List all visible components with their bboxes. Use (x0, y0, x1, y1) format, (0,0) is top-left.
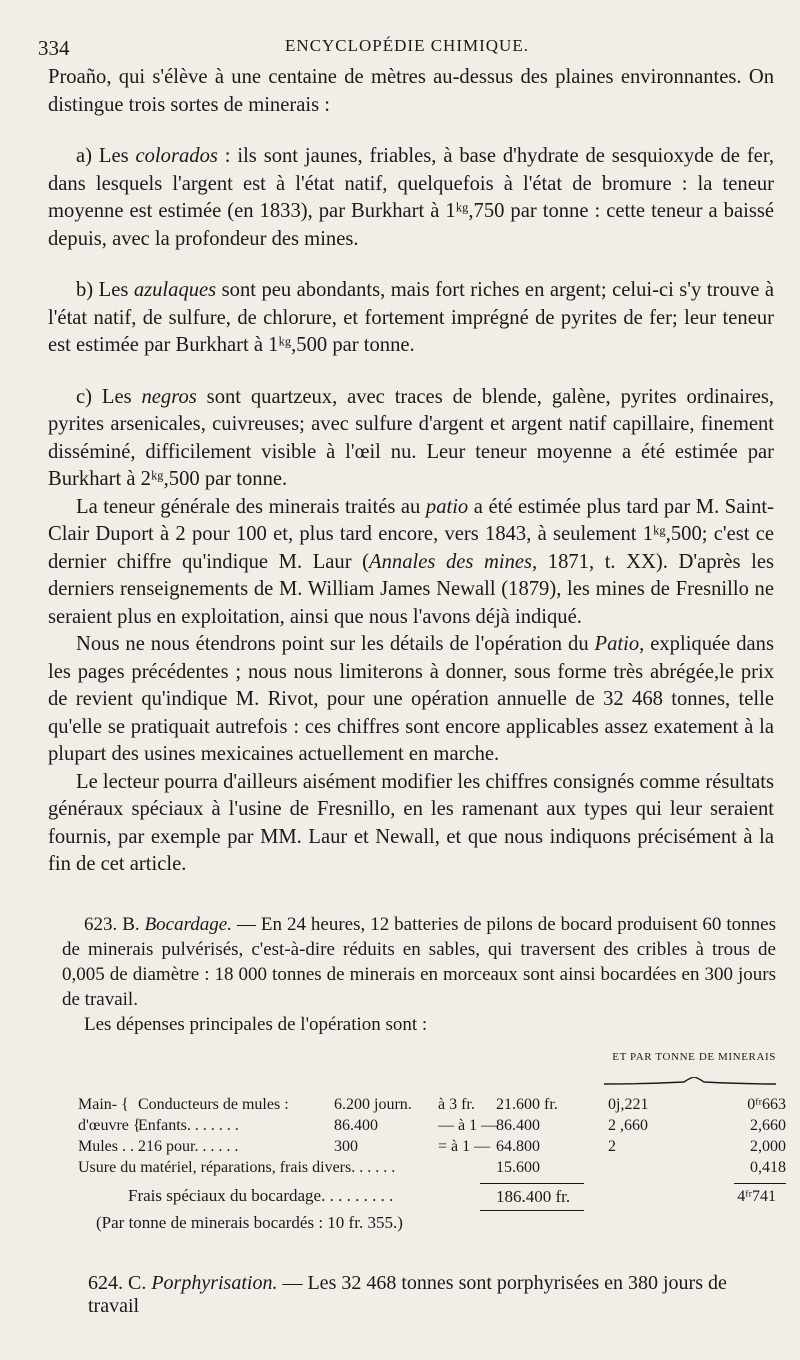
section-623-intro: Les dépenses principales de l'opération sont : (84, 1014, 428, 1035)
total-per-ton: 4ᶠʳ741 (737, 1188, 776, 1205)
cost-table (78, 1096, 786, 1180)
table-column-header: ET PAR TONNE DE MINERAIS (612, 1051, 776, 1063)
row-label: Usure du matériel, réparations, frais divers. . . . . . (78, 1159, 396, 1176)
section-624 (88, 1272, 776, 1318)
table-row (78, 1138, 786, 1159)
total-value: 186.400 fr. (496, 1187, 571, 1206)
text-run: : ils sont jaunes, friables, à base d'hydrate de sesquioxyde de fer, dans lesquels l'argent est à l'état natif, quelquefois à l'état de bromure : la teneur moyenne est estimée (en 1833), par Burkhart à 1ᵏᵍ,750 par tonne : cette teneur a baissé depuis, avec la profondeur des mines. (48, 145, 774, 250)
row-total: 21.600 fr. (496, 1096, 558, 1113)
brace-icon (604, 1077, 776, 1085)
text-run: a été estimée plus tard par M. Saint-Clair Duport à 2 pour 100 et, plus tard encore, vers 1843, à seulement 1ᵏᵍ,500; c'est ce dernier chiffre qu'indique M. Laur ( (48, 495, 774, 573)
running-title: ENCYCLOPÉDIE CHIMIQUE. (285, 36, 529, 55)
paragraph-lecteur: Le lecteur pourra d'ailleurs aisément modifier les chiffres consignés comme résultats généraux spéciaux à l'usine de Fresnillo, en les ramenant aux types qui leur seraient fournis, par exemple par MM. Laur et Newall, et que nous indiquons précisément à la fin de cet article. (48, 770, 774, 875)
row-group-label: Mules . . (78, 1138, 134, 1155)
row-per-ton: 0,418 (750, 1159, 786, 1176)
row-quantity: 6.200 journ. (334, 1096, 412, 1113)
table-row (78, 1117, 786, 1138)
paragraph-intro: Proaño, qui s'élève à une centaine de mètres au-dessus des plaines environnantes. On distingue trois sortes de minerais : (48, 66, 774, 116)
row-total: 86.400 (496, 1117, 540, 1134)
row-rate: = à 1 — (438, 1138, 491, 1155)
table-row (78, 1096, 786, 1117)
paragraph-azulaques (48, 277, 774, 360)
text-run: a) Les (76, 145, 136, 167)
row-per-ton: 2,000 (750, 1138, 786, 1155)
paragraph-patio (48, 631, 774, 769)
paragraph-colorados (48, 143, 774, 253)
section-title: Bocardage. (144, 914, 232, 935)
section-title: Porphyrisation. (151, 1272, 278, 1294)
row-total: 64.800 (496, 1138, 540, 1155)
row-group-label: d'œuvre { (78, 1117, 141, 1134)
row-label: 216 pour. . . . . . (138, 1138, 239, 1155)
row-per-ton: 2,660 (750, 1117, 786, 1134)
text-run: sont quartzeux, avec traces de blende, galène, pyrites ordinaires, pyrites arsenicales, cuivreuses; avec sulfure d'argent et argent natif capillaire, finement disséminé, difficilement visible à l'œil nu. Leur teneur moyenne a été estimée par Burkhart à 2ᵏᵍ,500 par tonne. (48, 385, 774, 490)
section-623-text (62, 912, 776, 1012)
total-underline (480, 1210, 584, 1211)
table-note: (Par tonne de minerais bocardés : 10 fr. 355.) (96, 1213, 403, 1232)
sum-rule (480, 1183, 584, 1184)
term-azulaques: azulaques (133, 279, 217, 301)
row-per-day: 2 (608, 1138, 616, 1155)
citation-annales: Annales des mines, (369, 550, 538, 573)
paragraph-teneur (48, 494, 774, 632)
total-label: Frais spéciaux du bocardage. . . . . . . . . (128, 1186, 394, 1205)
section-number: 623. B. (84, 914, 145, 935)
text-run: La teneur générale des minerais traités au (76, 495, 426, 518)
section-number: 624. C. (88, 1272, 152, 1294)
row-per-ton: 0ᶠʳ663 (747, 1096, 786, 1113)
row-label: Enfants. . . . . . . (138, 1117, 239, 1134)
row-quantity: 86.400 (334, 1117, 378, 1134)
paragraph-negros (48, 384, 774, 494)
section-623 (62, 912, 776, 1037)
row-per-day: 2 ,660 (608, 1117, 648, 1134)
text-run: — En 24 heures, 12 batteries de pilons de bocard produisent 60 tonnes de minerais pulvérisés, c'est-à-dire réduits en sables, qui traversent des cribles à trous de 0,005 de diamètre : 18 000 tonnes de minerais en morceaux sont ainsi bocardées en 300 jours de travail. (62, 914, 776, 1010)
text-run: expliquée dans les pages précédentes ; nous nous limiterons à donner, sous forme très abrégée,le prix de revient qu'indique M. Rivot, pour une opération annuelle de 32 468 tonnes, telle qu'elle se pratiquait autrefois : ces chiffres sont encore applicables assez exatement à la plupart des usines mexicaines actuellement en marche. (48, 633, 774, 765)
text-run: 1871, t. XX). D'après les derniers renseignements de M. William James Newall (1879), les mines de Fresnillo ne seraient plus en exploitation, ainsi que nous l'avons déjà indiqué. (48, 550, 775, 628)
term-colorados: colorados (135, 145, 218, 167)
table-row (78, 1159, 786, 1180)
text-run: c) Les (76, 385, 142, 408)
main-text (48, 64, 774, 879)
row-per-day: 0j,221 (608, 1096, 649, 1113)
page-header (38, 36, 776, 64)
row-total: 15.600 (496, 1159, 540, 1176)
row-quantity: 300 (334, 1138, 358, 1155)
term-patio: patio (425, 495, 469, 518)
sum-rule-ton (734, 1183, 786, 1184)
row-group-label: Main- { (78, 1096, 129, 1113)
text-run: — Les 32 468 tonnes sont porphyrisées en 380 jours de travail (88, 1272, 727, 1317)
row-label: Conducteurs de mules : (138, 1096, 289, 1113)
page-number: 334 (38, 36, 70, 60)
term-negros: negros (141, 385, 197, 408)
text-run: Nous ne nous étendrons point sur les détails de l'opération du (76, 633, 595, 655)
text-run: sont peu abondants, mais fort riches en argent; celui-ci s'y trouve à l'état natif, de sulfure, de chlorure, et fortement imprégné de pyrites de fer; leur teneur est estimée par Burkhart à 1ᵏᵍ,500 par tonne. (48, 279, 774, 356)
row-rate: — à 1 — (438, 1117, 498, 1134)
text-run: b) Les (76, 279, 134, 301)
term-patio-2: Patio, (594, 633, 645, 655)
row-rate: à 3 fr. (438, 1096, 475, 1113)
